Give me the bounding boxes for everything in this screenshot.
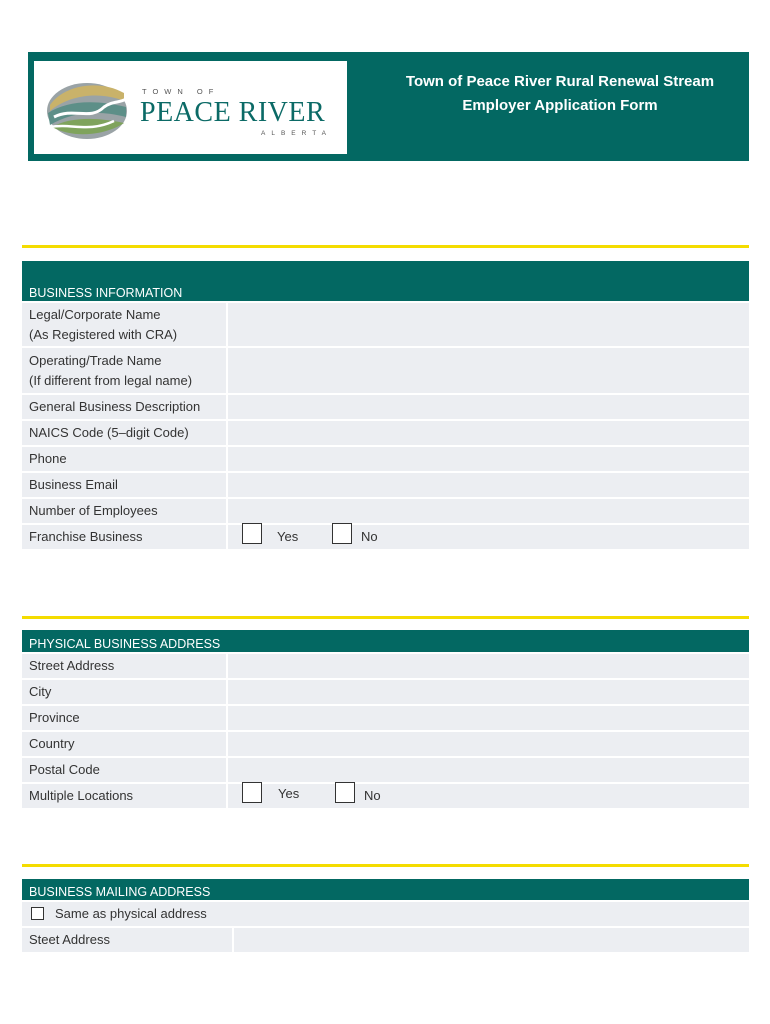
employees-input[interactable] [228, 499, 749, 523]
country-input[interactable] [228, 732, 749, 756]
form-row-country [22, 732, 749, 756]
field-label: Business Email [22, 473, 226, 497]
multiple-locations-options [228, 784, 749, 808]
franchise-no-checkbox[interactable] [332, 523, 352, 544]
label-line: Legal/Corporate Name [29, 306, 161, 322]
legal-name-input[interactable] [228, 303, 749, 346]
form-row-email [22, 473, 749, 497]
form-row-phone [22, 447, 749, 471]
form-row-province [22, 706, 749, 730]
form-title [371, 70, 749, 118]
business-information-section [22, 261, 749, 549]
field-label: Franchise Business [22, 525, 226, 549]
section-divider [22, 864, 749, 867]
multiple-no-checkbox[interactable] [335, 782, 355, 803]
label-line: (If different from legal name) [29, 372, 193, 388]
form-row-franchise [22, 525, 749, 549]
street-input[interactable] [228, 654, 749, 678]
label-line: Operating/Trade Name [29, 352, 162, 368]
logo-region: ALBERTA [261, 130, 333, 137]
form-row-legal-name [22, 303, 749, 346]
logo-town-of: TOWN OF [142, 87, 220, 96]
field-label: Postal Code [22, 758, 226, 782]
checkbox-label: Yes [277, 529, 299, 544]
field-label: Province [22, 706, 226, 730]
checkbox-label: Same as physical address [55, 906, 207, 921]
same-as-physical-checkbox[interactable] [31, 907, 44, 920]
logo-name: PEACE RIVER [140, 97, 326, 128]
form-row-multiple-locations [22, 784, 749, 808]
field-label [22, 348, 226, 393]
field-label: City [22, 680, 226, 704]
form-title-line1: Town of Peace River Rural Renewal Stream [405, 73, 715, 90]
field-label: Phone [22, 447, 226, 471]
field-label: Number of Employees [22, 499, 226, 523]
franchise-yes-checkbox[interactable] [242, 523, 262, 544]
physical-address-section [22, 630, 749, 808]
same-as-physical-row [22, 902, 749, 926]
field-label: Multiple Locations [22, 784, 226, 808]
form-title-line2: Employer Application Form [462, 97, 658, 114]
form-row-employees [22, 499, 749, 523]
field-label: Street Address [22, 654, 226, 678]
multiple-yes-checkbox[interactable] [242, 782, 262, 803]
naics-input[interactable] [228, 421, 749, 445]
checkbox-label: Yes [278, 786, 300, 801]
section-divider [22, 245, 749, 248]
form-row-trade-name [22, 348, 749, 393]
form-row-mailing-street [22, 928, 749, 952]
section-divider [22, 616, 749, 619]
postal-input[interactable] [228, 758, 749, 782]
river-emblem-icon [44, 77, 130, 141]
field-label: NAICS Code (5–digit Code) [22, 421, 226, 445]
form-row-city [22, 680, 749, 704]
form-row-description [22, 395, 749, 419]
field-label [22, 303, 226, 346]
field-label: Country [22, 732, 226, 756]
section-heading: BUSINESS MAILING ADDRESS [22, 879, 749, 900]
form-row-naics [22, 421, 749, 445]
section-heading: PHYSICAL BUSINESS ADDRESS [22, 630, 749, 652]
header-banner [28, 52, 749, 161]
phone-input[interactable] [228, 447, 749, 471]
form-row-street [22, 654, 749, 678]
field-label: General Business Description [22, 395, 226, 419]
franchise-options [228, 525, 749, 549]
mailing-street-input[interactable] [234, 928, 749, 952]
checkbox-label: No [361, 529, 378, 544]
trade-name-input[interactable] [228, 348, 749, 393]
province-input[interactable] [228, 706, 749, 730]
checkbox-label: No [364, 788, 381, 803]
description-input[interactable] [228, 395, 749, 419]
mailing-address-section [22, 879, 749, 952]
label-line: (As Registered with CRA) [29, 326, 178, 342]
logo [34, 61, 347, 154]
field-label: Steet Address [22, 928, 232, 952]
section-heading: BUSINESS INFORMATION [22, 261, 749, 301]
form-row-postal [22, 758, 749, 782]
email-input[interactable] [228, 473, 749, 497]
city-input[interactable] [228, 680, 749, 704]
